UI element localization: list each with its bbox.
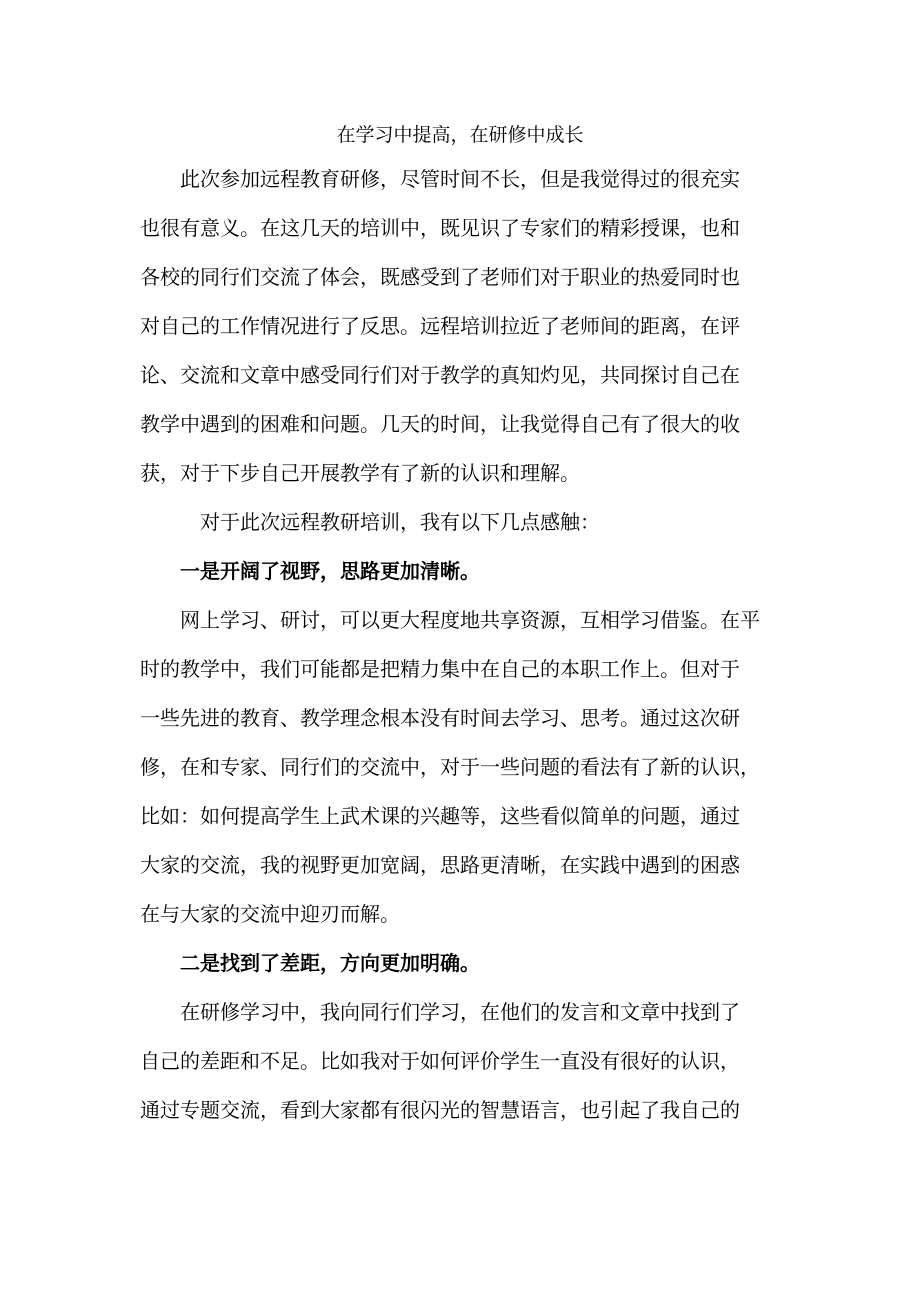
section-heading-1: 一是开阔了视野，思路更加清晰。	[140, 559, 480, 583]
paragraph-line: 对于此次远程教研培训，我有以下几点感触：	[140, 510, 600, 534]
paragraph-line: 自己的差距和不足。比如我对于如何评价学生一直没有很好的认识，	[140, 1049, 740, 1073]
paragraph-line: 此次参加远程教育研修，尽管时间不长，但是我觉得过的很充实	[140, 167, 740, 191]
paragraph-line: 网上学习、研讨，可以更大程度地共享资源，互相学习借鉴。在平	[140, 608, 760, 632]
paragraph-line: 对自己的工作情况进行了反思。远程培训拉近了老师间的距离，在评	[140, 314, 740, 338]
paragraph-line: 一些先进的教育、教学理念根本没有时间去学习、思考。通过这次研	[140, 706, 740, 730]
paragraph-line: 在与大家的交流中迎刃而解。	[140, 902, 400, 926]
paragraph-line: 时的教学中，我们可能都是把精力集中在自己的本职工作上。但对于	[140, 657, 740, 681]
paragraph-line: 也很有意义。在这几天的培训中，既见识了专家们的精彩授课，也和	[140, 216, 740, 240]
paragraph-line: 各校的同行们交流了体会，既感受到了老师们对于职业的热爱同时也	[140, 265, 740, 289]
paragraph-line: 在研修学习中，我向同行们学习，在他们的发言和文章中找到了	[140, 1000, 740, 1024]
section-heading-2: 二是找到了差距，方向更加明确。	[140, 951, 480, 975]
paragraph-line: 通过专题交流，看到大家都有很闪光的智慧语言，也引起了我自己的	[140, 1098, 740, 1122]
paragraph-line: 大家的交流，我的视野更加宽阔，思路更清晰，在实践中遇到的困惑	[140, 853, 740, 877]
paragraph-line: 教学中遇到的困难和问题。几天的时间，让我觉得自己有了很大的收	[140, 412, 740, 436]
paragraph-line: 论、交流和文章中感受同行们对于教学的真知灼见，共同探讨自己在	[140, 363, 740, 387]
paragraph-line: 修，在和专家、同行们的交流中，对于一些问题的看法有了新的认识，	[140, 755, 760, 779]
paragraph-line: 获，对于下步自己开展教学有了新的认识和理解。	[140, 461, 580, 485]
document-title: 在学习中提高，在研修中成长	[336, 124, 584, 146]
paragraph-line: 比如：如何提高学生上武术课的兴趣等，这些看似简单的问题，通过	[140, 804, 740, 828]
